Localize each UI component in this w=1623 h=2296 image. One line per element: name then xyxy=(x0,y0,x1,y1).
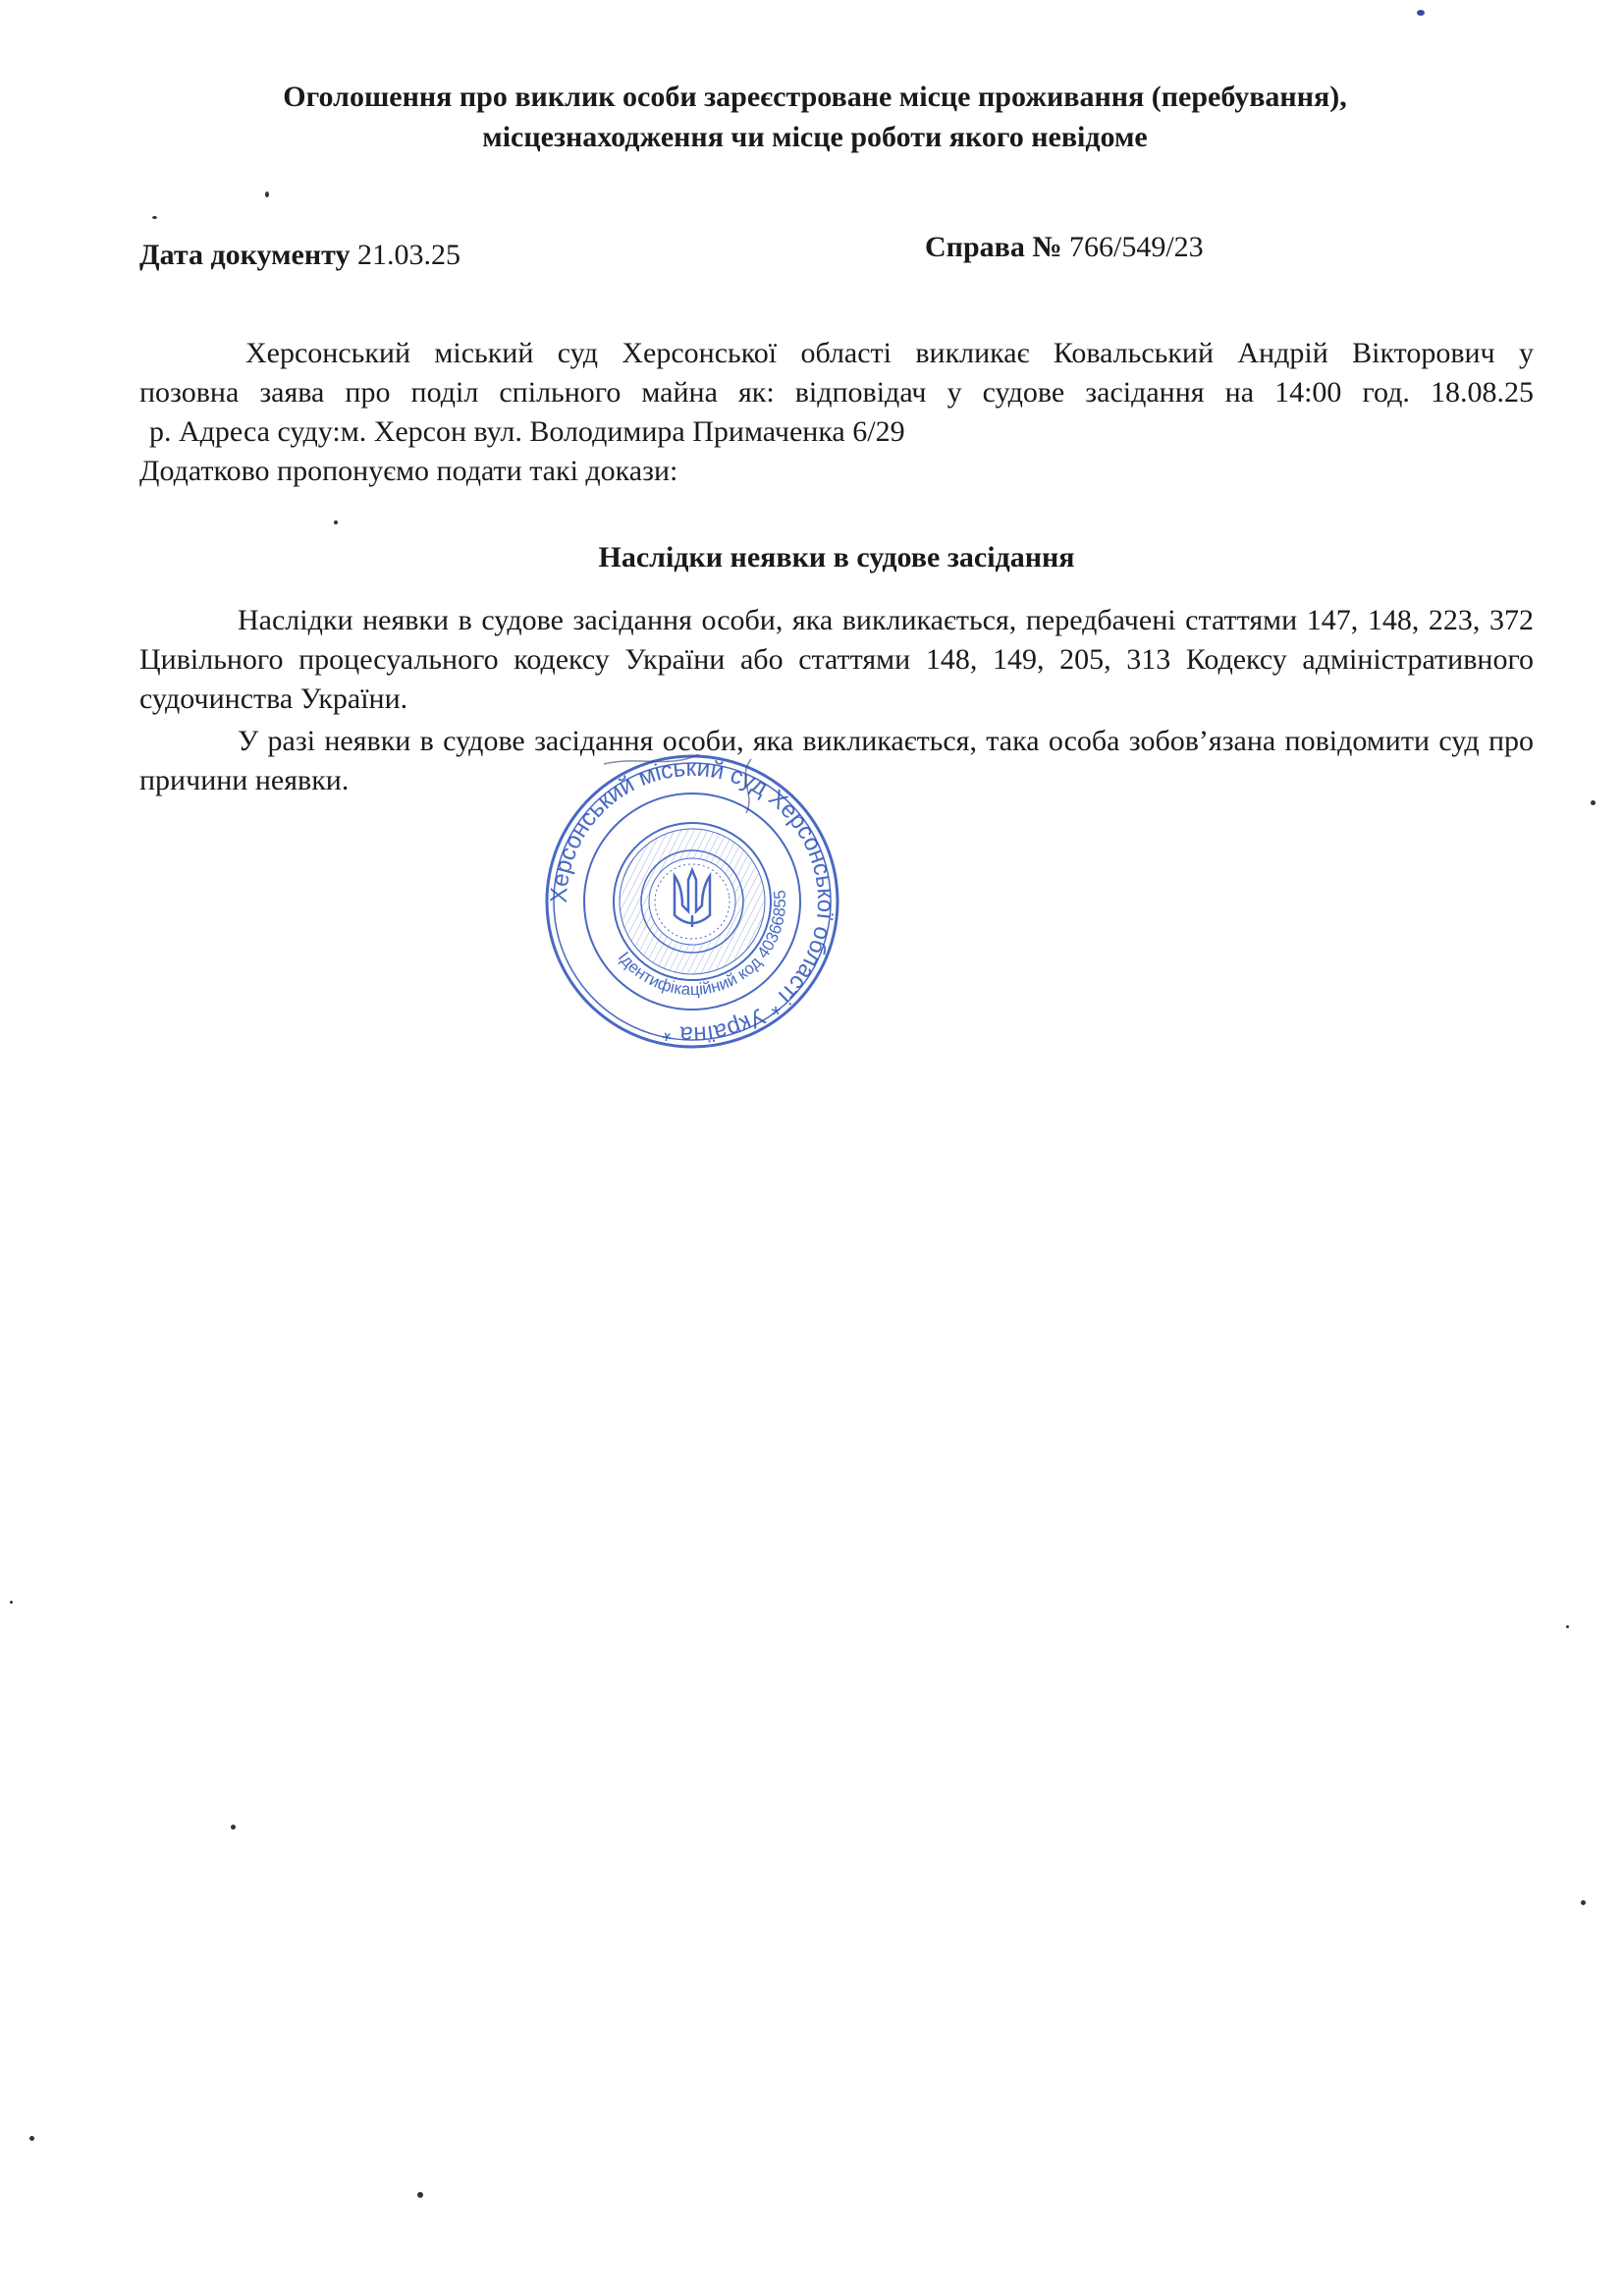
obligation-paragraph: У разі неявки в судове засідання особи, яка викликається, така особа зобов’язана повідомити суд про причини неявки. xyxy=(139,725,1534,796)
scan-speck xyxy=(1417,10,1425,16)
scan-speck xyxy=(265,191,269,197)
scan-speck xyxy=(1581,1900,1586,1905)
scan-speck xyxy=(10,1601,13,1604)
scan-speck xyxy=(1566,1625,1569,1628)
summons-line-1: Херсонський міський суд Херсонської області викликає Ковальський Андрій Вікторович у xyxy=(245,337,1534,369)
summons-line-2: позовна заява про поділ спільного майна як: відповідач у судове засідання на 14:00 год. 18.08.25 xyxy=(139,376,1534,409)
scan-speck xyxy=(29,2136,34,2141)
case-number xyxy=(925,228,1204,267)
date-value: 21.03.25 xyxy=(356,239,460,271)
consequences-paragraph: Наслідки неявки в судове засідання особи, яка викликається, передбачені статтями 147, 148, 223, 372 Цивільного процесуального кодексу України або статтями 148, 149, 205, 313 Кодексу адміністративного судочинства України. xyxy=(139,604,1534,715)
section-title: Наслідки неявки в судове засідання xyxy=(598,541,1075,574)
seal-inner-text: Ідентифікаційний код 40366855 xyxy=(614,889,790,1000)
case-value: 766/549/23 xyxy=(1068,231,1204,263)
summons-line-3: р. Адреса суду:м. Херсон вул. Володимира Примаченка 6/29 xyxy=(149,415,905,448)
title-line-1: Оголошення про виклик особи зареєстроване місце проживання (перебування), xyxy=(283,81,1347,113)
date-label: Дата документу xyxy=(139,239,351,271)
scan-speck xyxy=(152,216,157,219)
title-line-2: місцезнаходження чи місце роботи якого невідоме xyxy=(482,121,1148,153)
document-title xyxy=(147,77,1483,157)
document-date xyxy=(139,236,460,275)
scan-speck xyxy=(1591,800,1596,805)
seal-outer-text: Херсонський міський суд Херсонської області * Україна * xyxy=(545,754,839,1049)
scan-speck xyxy=(334,520,338,524)
scan-speck xyxy=(417,2192,423,2198)
scan-speck xyxy=(231,1825,236,1830)
summons-paragraph xyxy=(139,334,1534,491)
summons-line-4: Додатково пропонуємо подати такі докази: xyxy=(139,455,678,487)
court-seal xyxy=(535,754,849,1049)
case-label: Справа № xyxy=(925,231,1062,263)
